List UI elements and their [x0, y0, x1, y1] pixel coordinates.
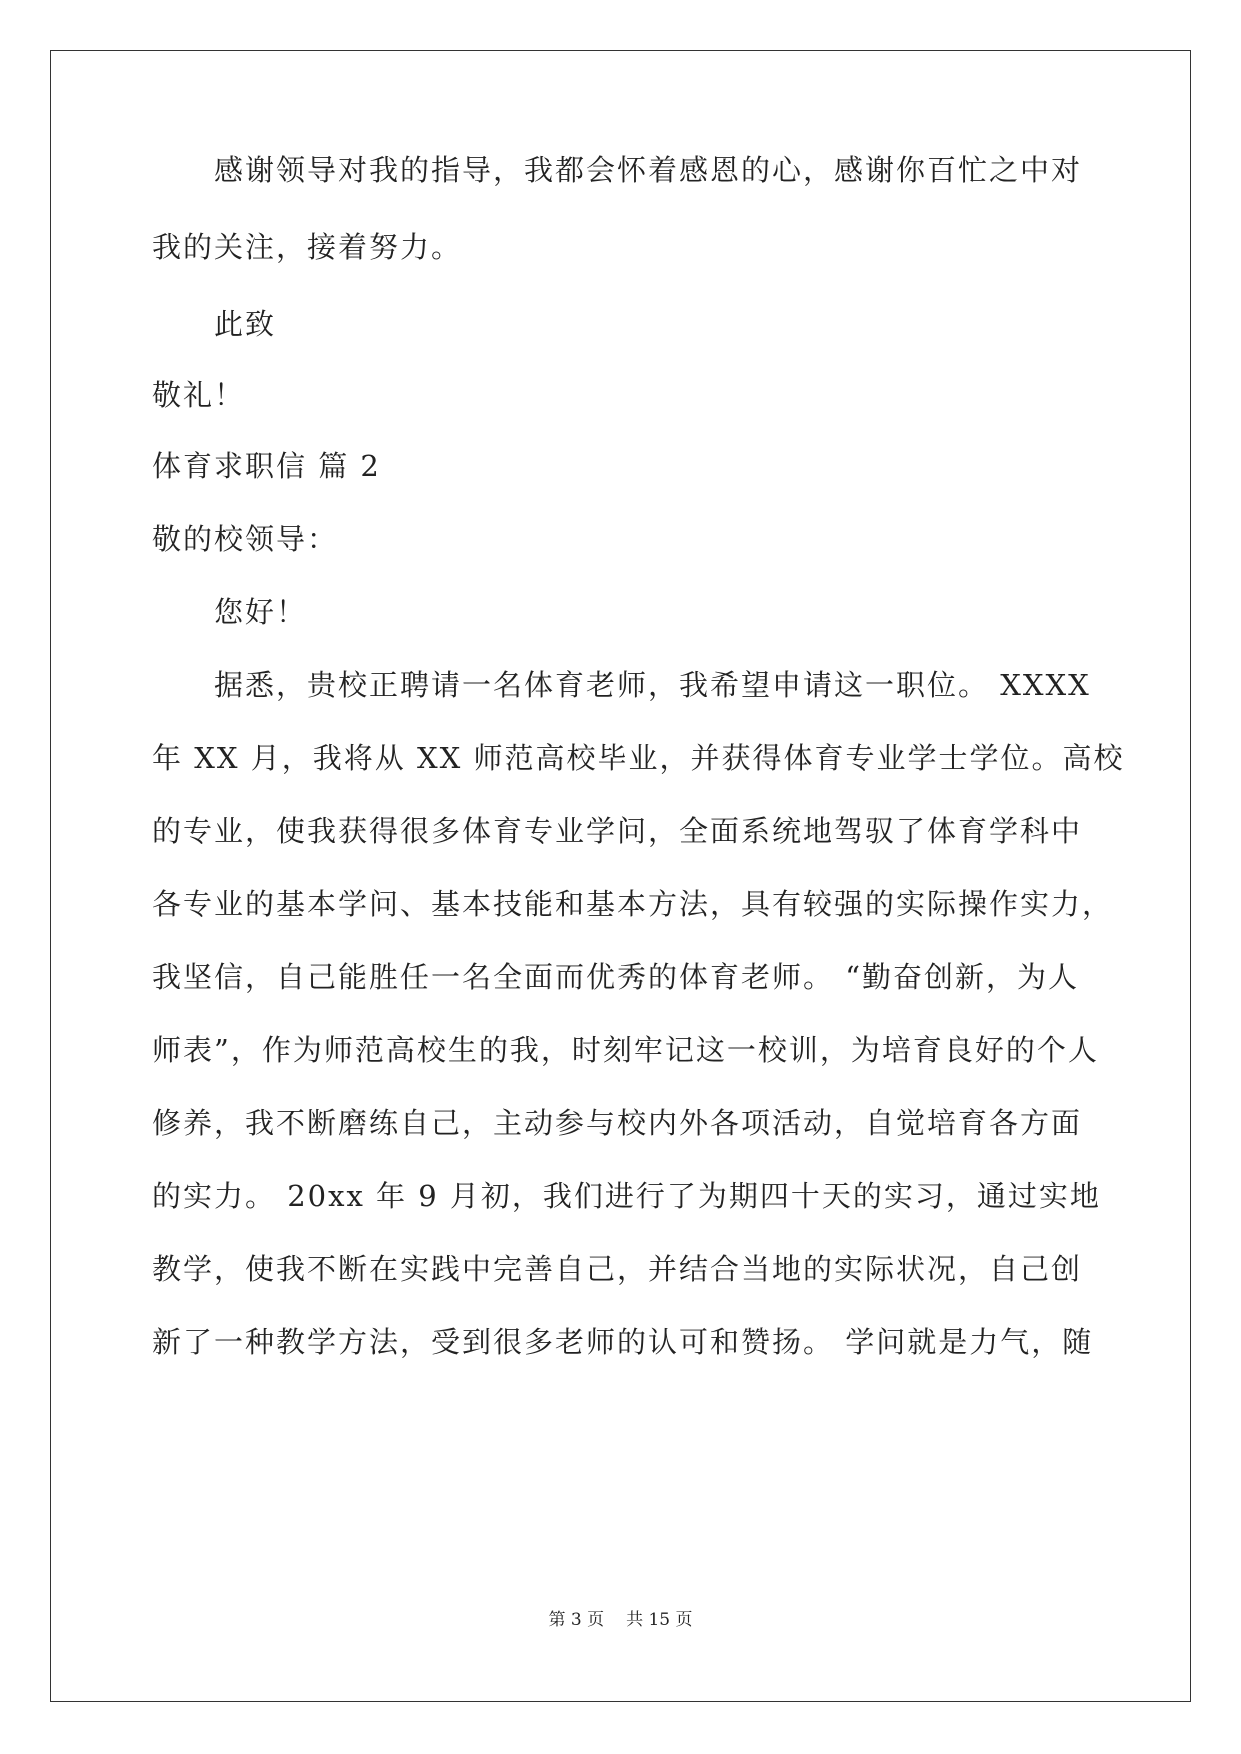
- body-line: 我坚信，自己能胜任一名全面而优秀的体育老师。 “勤奋创新，为人: [152, 960, 1080, 994]
- body-line: 的实力。 20xx 年 9 月初，我们进行了为期四十天的实习，通过实地: [152, 1179, 1101, 1213]
- greeting-line: 您好！: [214, 595, 308, 629]
- addressee-line: 敬的校领导：: [152, 522, 339, 556]
- body-line: 的专业，使我获得很多体育专业学问，全面系统地驾驭了体育学科中: [152, 814, 1083, 848]
- section-heading: 体育求职信 篇 2: [152, 449, 381, 483]
- body-line: 修养，我不断磨练自己，主动参与校内外各项活动，自觉培育各方面: [152, 1106, 1083, 1140]
- body-line: 据悉，贵校正聘请一名体育老师，我希望申请这一职位。 XXXX: [214, 668, 1091, 702]
- body-line: 年 XX 月，我将从 XX 师范高校毕业，并获得体育专业学士学位。高校: [152, 741, 1125, 775]
- page-total: 共 15 页: [626, 1610, 693, 1630]
- body-line: 各专业的基本学问、基本技能和基本方法，具有较强的实际操作实力，: [152, 887, 1114, 921]
- body-line: 新了一种教学方法，受到很多老师的认可和赞扬。 学问就是力气，随: [152, 1325, 1094, 1359]
- body-line: 感谢领导对我的指导，我都会怀着感恩的心，感谢你百忙之中对: [214, 153, 1083, 187]
- body-line: 师表”，作为师范高校生的我，时刻牢记这一校训，为培育良好的个人: [152, 1033, 1099, 1067]
- salutation-line: 敬礼！: [152, 378, 246, 412]
- page-number: 第 3 页: [548, 1610, 605, 1630]
- body-line: 我的关注，接着努力。: [152, 230, 463, 264]
- page-border: [50, 50, 1191, 1702]
- closing-line: 此致: [214, 307, 277, 341]
- page-footer: [0, 1608, 1241, 1632]
- body-line: 教学，使我不断在实践中完善自己，并结合当地的实际状况，自己创: [152, 1252, 1083, 1286]
